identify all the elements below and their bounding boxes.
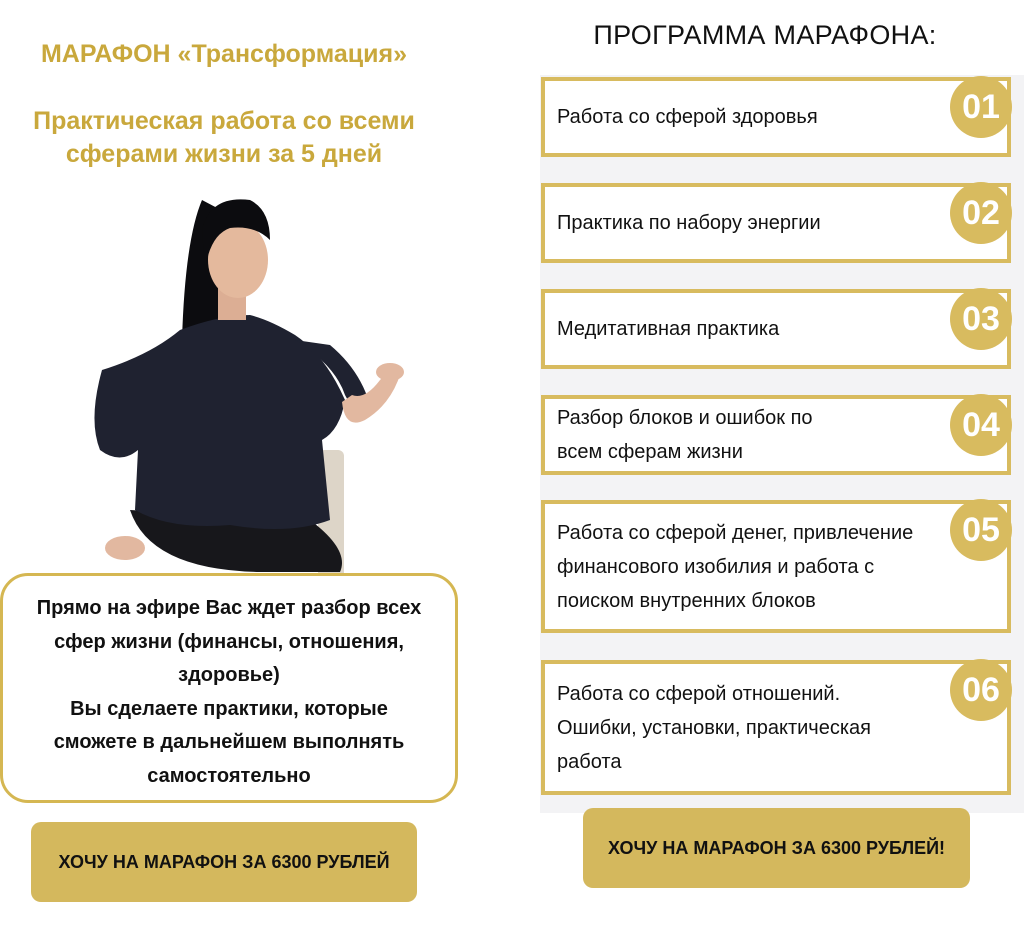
- number-badge: 02: [950, 182, 1012, 244]
- subtitle-line: Практическая работа со всеми: [33, 107, 415, 135]
- program-item-text: финансового изобилия и работа с: [557, 555, 875, 578]
- program-item-01: [541, 77, 1011, 157]
- number-badge: 04: [950, 394, 1012, 456]
- number-badge: 03: [950, 288, 1012, 350]
- program-item-text: Разбор блоков и ошибок по: [557, 407, 813, 429]
- program-item-02: [541, 183, 1011, 263]
- info-line: Вы сделаете практики, которые: [70, 697, 388, 720]
- program-item-text: Работа со сферой отношений.: [557, 682, 841, 705]
- info-line: Прямо на эфире Вас ждет разбор всех: [36, 597, 422, 619]
- program-item-text: Ошибки, установки, практическая: [557, 716, 871, 739]
- program-item-text: всем сферам жизни: [557, 441, 743, 463]
- info-box: [0, 573, 458, 803]
- program-item-03: [541, 289, 1011, 369]
- program-item-text: Практика по набору энергии: [557, 212, 821, 234]
- program-item-text: Медитативная практика: [557, 318, 780, 340]
- program-item-06: [541, 660, 1011, 795]
- program-item-text: Работа со сферой здоровья: [557, 106, 818, 128]
- info-line: здоровье): [178, 664, 280, 686]
- number-badge: 01: [950, 76, 1012, 138]
- program-title: ПРОГРАММА МАРАФОНА:: [593, 20, 937, 50]
- info-line: самостоятельно: [147, 764, 311, 787]
- subtitle-line: сферами жизни за 5 дней: [65, 140, 383, 168]
- buy-marathon-button[interactable]: ХОЧУ НА МАРАФОН ЗА 6300 РУБЛЕЙ: [31, 822, 417, 902]
- host-photo: [90, 180, 420, 580]
- marathon-title: МАРАФОН «Трансформация»: [40, 40, 408, 68]
- program-item-05: [541, 500, 1011, 633]
- number-badge: 05: [950, 499, 1012, 561]
- program-item-text: работа: [557, 750, 622, 773]
- info-line: сфер жизни (финансы, отношения,: [54, 630, 404, 653]
- program-item-text: поиском внутренних блоков: [557, 589, 816, 612]
- number-badge: 06: [950, 659, 1012, 721]
- program-item-text: Работа со сферой денег, привлечение: [557, 521, 914, 544]
- marathon-subtitle: [0, 105, 448, 171]
- program-item-04: [541, 395, 1011, 475]
- info-line: сможете в дальнейшем выполнять: [53, 731, 405, 753]
- buy-marathon-button[interactable]: ХОЧУ НА МАРАФОН ЗА 6300 РУБЛЕЙ!: [583, 808, 970, 888]
